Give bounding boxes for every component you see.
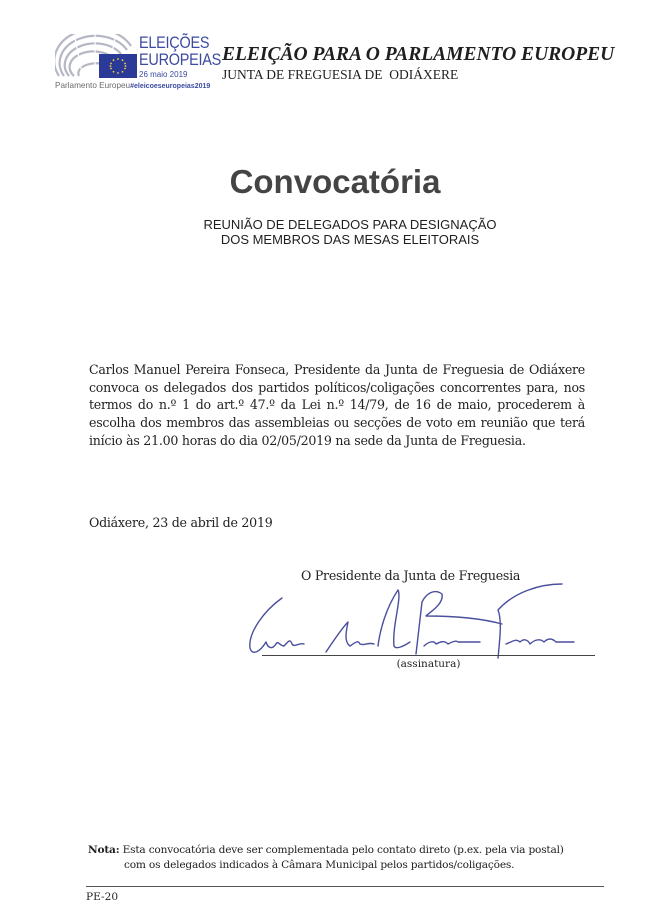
logo-title (139, 34, 221, 68)
eu-flag-icon (99, 54, 137, 78)
logo-footer (55, 81, 210, 90)
logo-title-line2: EUROPEIAS (139, 50, 222, 69)
eleicoes-europeias-logo (55, 33, 222, 94)
logo-title-line1: ELEIÇÕES (139, 33, 210, 52)
header-title: ELEIÇÃO PARA O PARLAMENTO EUROPEU (222, 44, 615, 65)
footer-note (88, 843, 608, 872)
note-text-line1: Esta convocatória deve ser complementada pelo contato direto (p.ex. pela via postal) (122, 844, 564, 856)
document-subtitle (0, 217, 670, 247)
footer-divider (86, 886, 604, 887)
signature-line (262, 655, 595, 656)
note-label: Nota: (88, 844, 120, 856)
logo-date: 26 maio 2019 (139, 70, 188, 79)
header-subtitle: JUNTA DE FREGUESIA DE ODIÁXERE (222, 67, 459, 82)
note-text-line2: com os delegados indicados à Câmara Municipal pelos partidos/coligações. (124, 858, 515, 871)
document-title: Convocatória (229, 163, 441, 200)
document-subtitle-line1: REUNIÃO DE DELEGADOS PARA DESIGNAÇÃO (203, 217, 497, 232)
place-date: Odiáxere, 23 de abril de 2019 (89, 515, 273, 530)
handwritten-signature-icon (230, 580, 600, 660)
signature-label: (assinatura) (396, 658, 461, 670)
form-code: PE-20 (86, 891, 119, 903)
logo-hashtag: #eleicoeseuropeias2019 (130, 83, 211, 90)
signatory-caption: O Presidente da Junta de Freguesia (301, 568, 521, 583)
document-subtitle-line2: DOS MEMBROS DAS MESAS ELEITORAIS (220, 232, 480, 247)
convocation-body: Carlos Manuel Pereira Fonseca, Presidente da Junta de Freguesia de Odiáxere convoca os delegados dos partidos políticos/coligações concorrentes para, nos termos do n.º 1 do art.º 47.º da Lei n.º 14/79, de 16 de maio, procederem à escolha dos membros das assembleias ou secções de voto em reunião que terá início às 21.00 horas do dia 02/05/2019 na sede da Junta de Freguesia. (89, 362, 585, 448)
logo-org: Parlamento Europeu (55, 81, 131, 90)
